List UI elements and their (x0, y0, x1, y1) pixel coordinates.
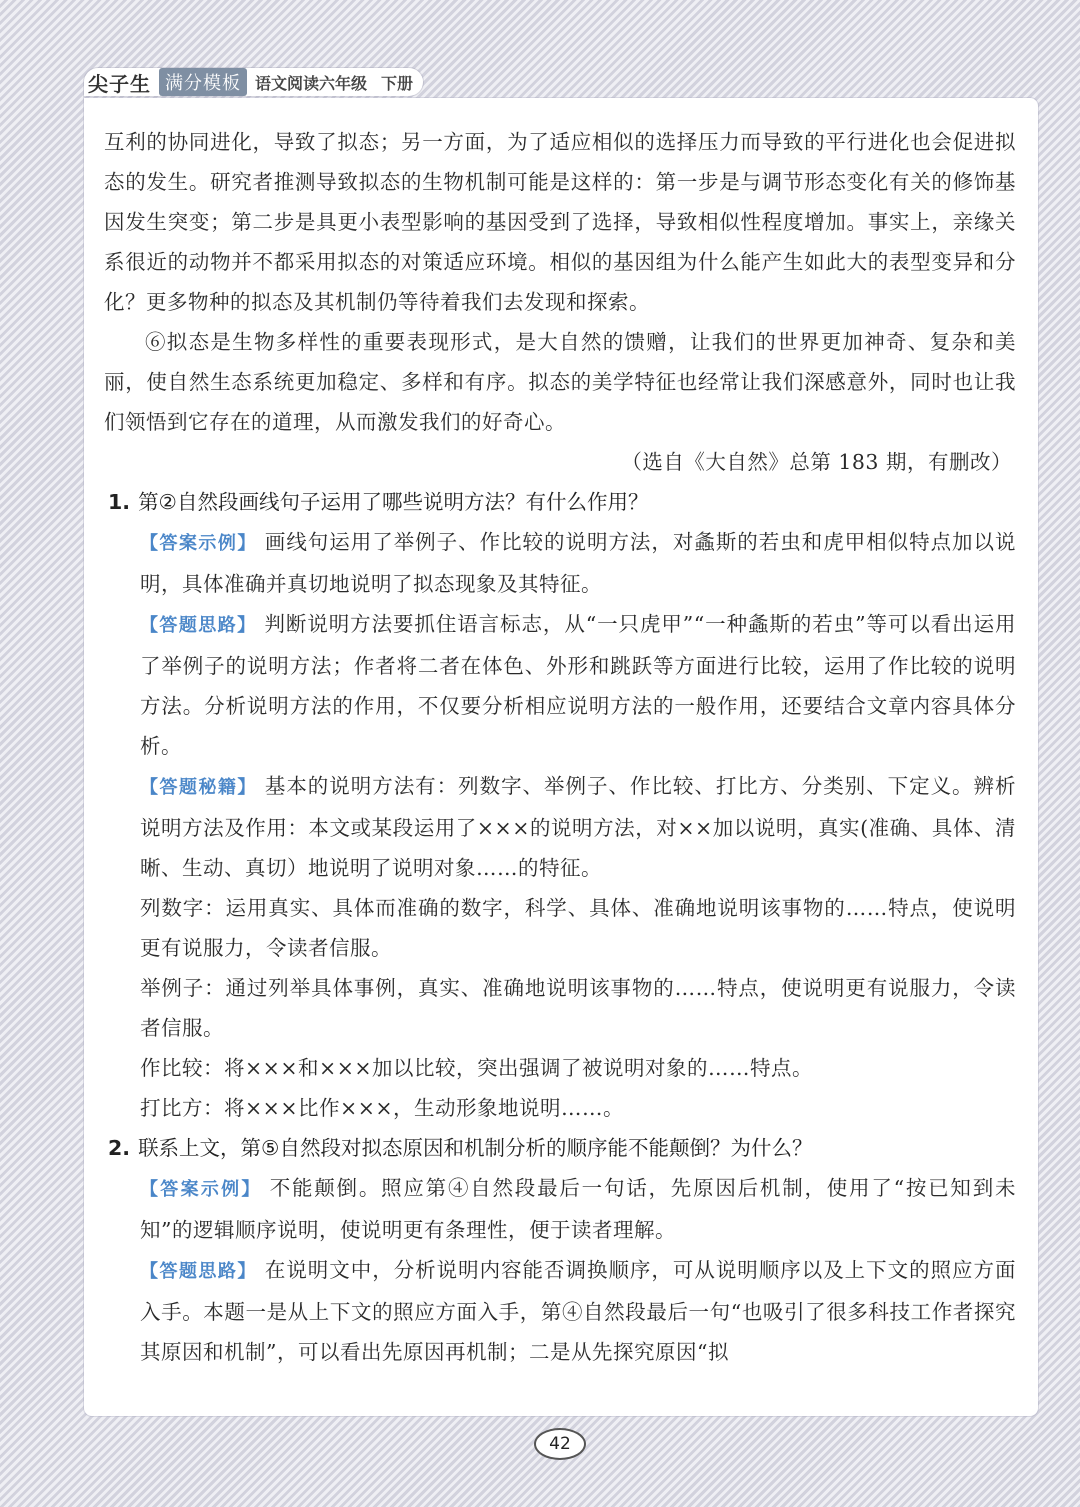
q2-answer-tag: 【答案示例】 (140, 1179, 262, 1200)
question-1-number: 1. (108, 490, 131, 514)
q2-approach-tag: 【答题思路】 (140, 1261, 257, 1282)
q1-approach (140, 604, 1016, 766)
question-1 (108, 482, 1016, 522)
question-2-explanations (140, 1168, 1016, 1372)
q2-answer-example (140, 1168, 1016, 1250)
q1-tip-1: 列数字：运用真实、具体而准确的数字，科学、具体、准确地说明该事物的……特点，使说明更有说服力，令读者信服。 (140, 896, 1016, 960)
passage-paragraph-continued: 互利的协同进化，导致了拟态；另一方面，为了适应相似的选择压力而导致的平行进化也会促进拟态的发生。研究者推测导致拟态的生物机制可能是这样的：第一步是与调节形态变化有关的修饰基因发生突变；第二步是具更小表型影响的基因受到了选择，导致相似性程度增加。事实上，亲缘关系很近的动物并不都采用拟态的对策适应环境。相似的基因组为什么能产生如此大的表型变异和分化？更多物种的拟态及其机制仍等待着我们去发现和探索。 (104, 130, 1016, 314)
q1-approach-text: 判断说明方法要抓住语言标志，从“一只虎甲”“一种螽斯的若虫”等可以看出运用了举例子的说明方法；作者将二者在体色、外形和跳跃等方面进行比较，运用了作比较的说明方法。分析说明方法的作用，不仅要分析相应说明方法的一般作用，还要结合文章内容具体分析。 (140, 612, 1016, 758)
q1-secret-text: 基本的说明方法有：列数字、举例子、作比较、打比方、分类别、下定义。辨析说明方法及作用：本文或某段运用了×××的说明方法，对××加以说明，真实(准确、具体、清晰、生动、真切）地说明了说明对象……的特征。 (140, 774, 1017, 880)
question-1-explanations (140, 522, 1016, 1128)
passage-source: （选自《大自然》总第 183 期，有删改） (621, 450, 1012, 474)
question-2-number: 2. (108, 1136, 131, 1160)
q1-answer-text: 画线句运用了举例子、作比较的说明方法，对螽斯的若虫和虎甲相似特点加以说明，具体准确并真切地说明了拟态现象及其特征。 (140, 530, 1017, 596)
question-2 (108, 1128, 1016, 1168)
q1-tip-3: 作比较：将×××和×××加以比较，突出强调了被说明对象的……特点。 (140, 1056, 814, 1080)
page-number: 42 (534, 1428, 586, 1460)
book-header (84, 68, 423, 96)
q1-secret-tag: 【答题秘籍】 (140, 777, 257, 798)
q1-tip-2: 举例子：通过列举具体事例，真实、准确地说明该事物的……特点，使说明更有说服力，令读者信服。 (140, 976, 1016, 1040)
q1-secret (140, 766, 1016, 888)
page-card (84, 98, 1038, 1416)
q1-answer-tag: 【答案示例】 (140, 533, 257, 554)
subject-label: 语文阅读六年级 (255, 73, 368, 93)
q2-approach (140, 1250, 1016, 1372)
q1-answer-example (140, 522, 1016, 604)
series-badge: 满分模板 (159, 68, 247, 96)
question-1-text: 第②自然段画线句子运用了哪些说明方法？有什么作用？ (138, 490, 649, 514)
volume-label: 下册 (381, 73, 414, 93)
question-2-text: 联系上文，第⑤自然段对拟态原因和机制分析的顺序能不能颠倒？为什么？ (138, 1136, 813, 1160)
q2-answer-text: 不能颠倒。照应第④自然段最后一句话，先原因后机制，使用了“按已知到未知”的逻辑顺序说明，使说明更有条理性，便于读者理解。 (140, 1176, 1017, 1242)
brand-name: 尖子生 (88, 71, 151, 96)
page-content (104, 122, 1016, 1372)
q1-tip-4: 打比方：将×××比作×××，生动形象地说明……。 (140, 1096, 625, 1120)
q2-approach-text: 在说明文中，分析说明内容能否调换顺序，可从说明顺序以及上下文的照应方面入手。本题一是从上下文的照应方面入手，第④自然段最后一句“也吸引了很多科技工作者探究其原因和机制”，可以看出先原因再机制；二是从先探究原因“拟 (140, 1258, 1017, 1364)
passage-paragraph-6: ⑥拟态是生物多样性的重要表现形式，是大自然的馈赠，让我们的世界更加神奇、复杂和美丽，使自然生态系统更加稳定、多样和有序。拟态的美学特征也经常让我们深感意外，同时也让我们领悟到它存在的道理，从而激发我们的好奇心。 (104, 330, 1016, 434)
q1-approach-tag: 【答题思路】 (140, 615, 257, 636)
